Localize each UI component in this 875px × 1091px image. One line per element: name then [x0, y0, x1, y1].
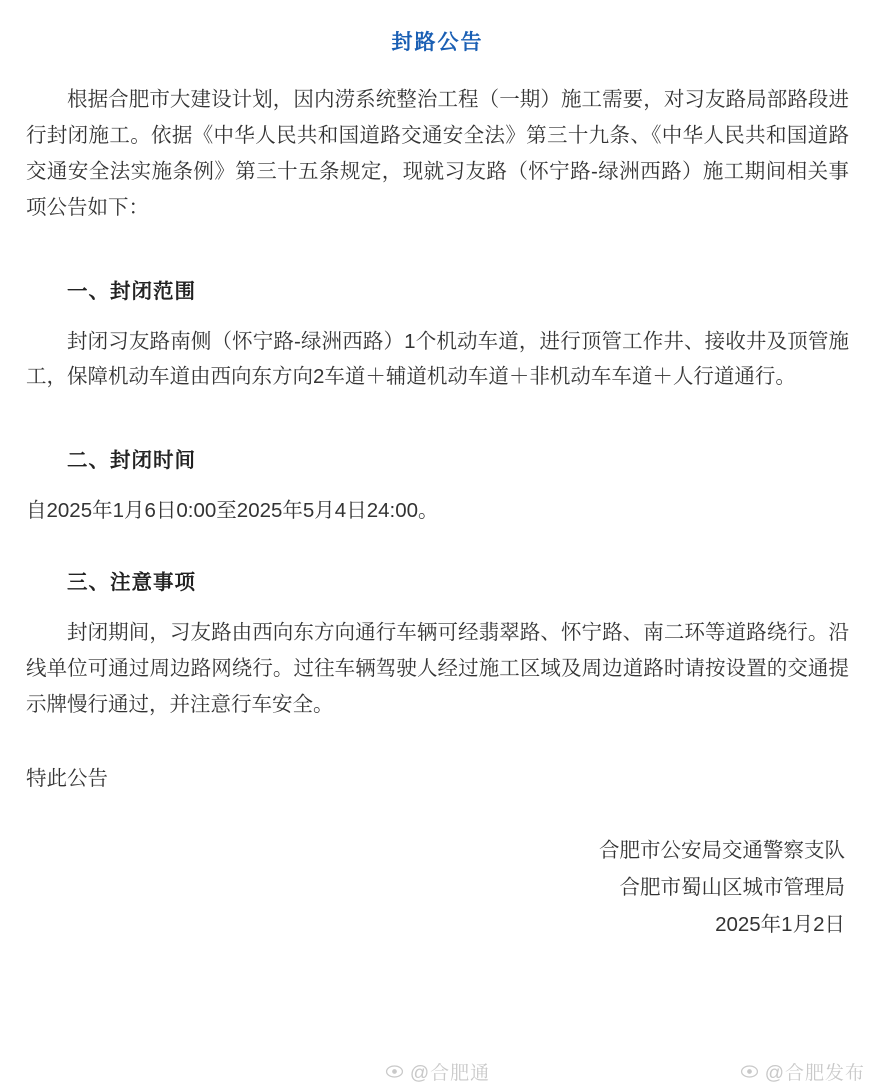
watermark-right — [740, 1058, 865, 1085]
signature-date: 2025年1月2日 — [715, 913, 845, 937]
watermark-center-label: @合肥通 — [409, 1063, 491, 1084]
signature-block — [22, 833, 853, 943]
spacer — [22, 549, 853, 565]
spacer — [22, 745, 853, 761]
intro-paragraph: 根据合肥市大建设计划，因内涝系统整治工程（一期）施工需要，对习友路局部路段进行封闭施工。依据《中华人民共和国道路交通安全法》第三十九条、《中华人民共和国道路交通安全法实施条例》第三十五条规定，现就习友路（怀宁路-绿洲西路）施工期间相关事项公告如下： — [26, 88, 849, 219]
section-heading-scope: 一、封闭范围 — [67, 279, 196, 303]
section-body-time: 自2025年1月6日0:00至2025年5月4日24:00。 — [26, 499, 439, 523]
section-body-notes: 封闭期间，习友路由西向东方向通行车辆可经翡翠路、怀宁路、南二环等道路绕行。沿线单位可通过周边路网绕行。过往车辆驾驶人经过施工区域及周边道路时请按设置的交通提示牌慢行通过，并注意行车安全。 — [26, 621, 849, 716]
watermark-right-label: @合肥发布 — [764, 1063, 865, 1084]
weibo-icon — [385, 1062, 404, 1081]
spacer — [22, 417, 853, 443]
closing-line: 特此公告 — [26, 766, 108, 790]
section-heading-notes: 三、注意事项 — [67, 571, 196, 595]
section-heading-time: 二、封闭时间 — [67, 449, 196, 473]
page-title: 封路公告 — [391, 31, 484, 54]
signature-line-1: 合肥市公安局交通警察支队 — [599, 838, 845, 862]
document-body — [12, 82, 863, 942]
spacer — [22, 817, 853, 833]
section-body-scope: 封闭习友路南侧（怀宁路-绿洲西路）1个机动车道，进行顶管工作井、接收井及顶管施工，保障机动车道由西向东方向2车道＋辅道机动车道＋非机动车车道＋人行道通行。 — [26, 329, 849, 389]
weibo-icon — [740, 1062, 759, 1081]
spacer — [22, 248, 853, 274]
signature-line-2: 合肥市蜀山区城市管理局 — [619, 875, 845, 899]
